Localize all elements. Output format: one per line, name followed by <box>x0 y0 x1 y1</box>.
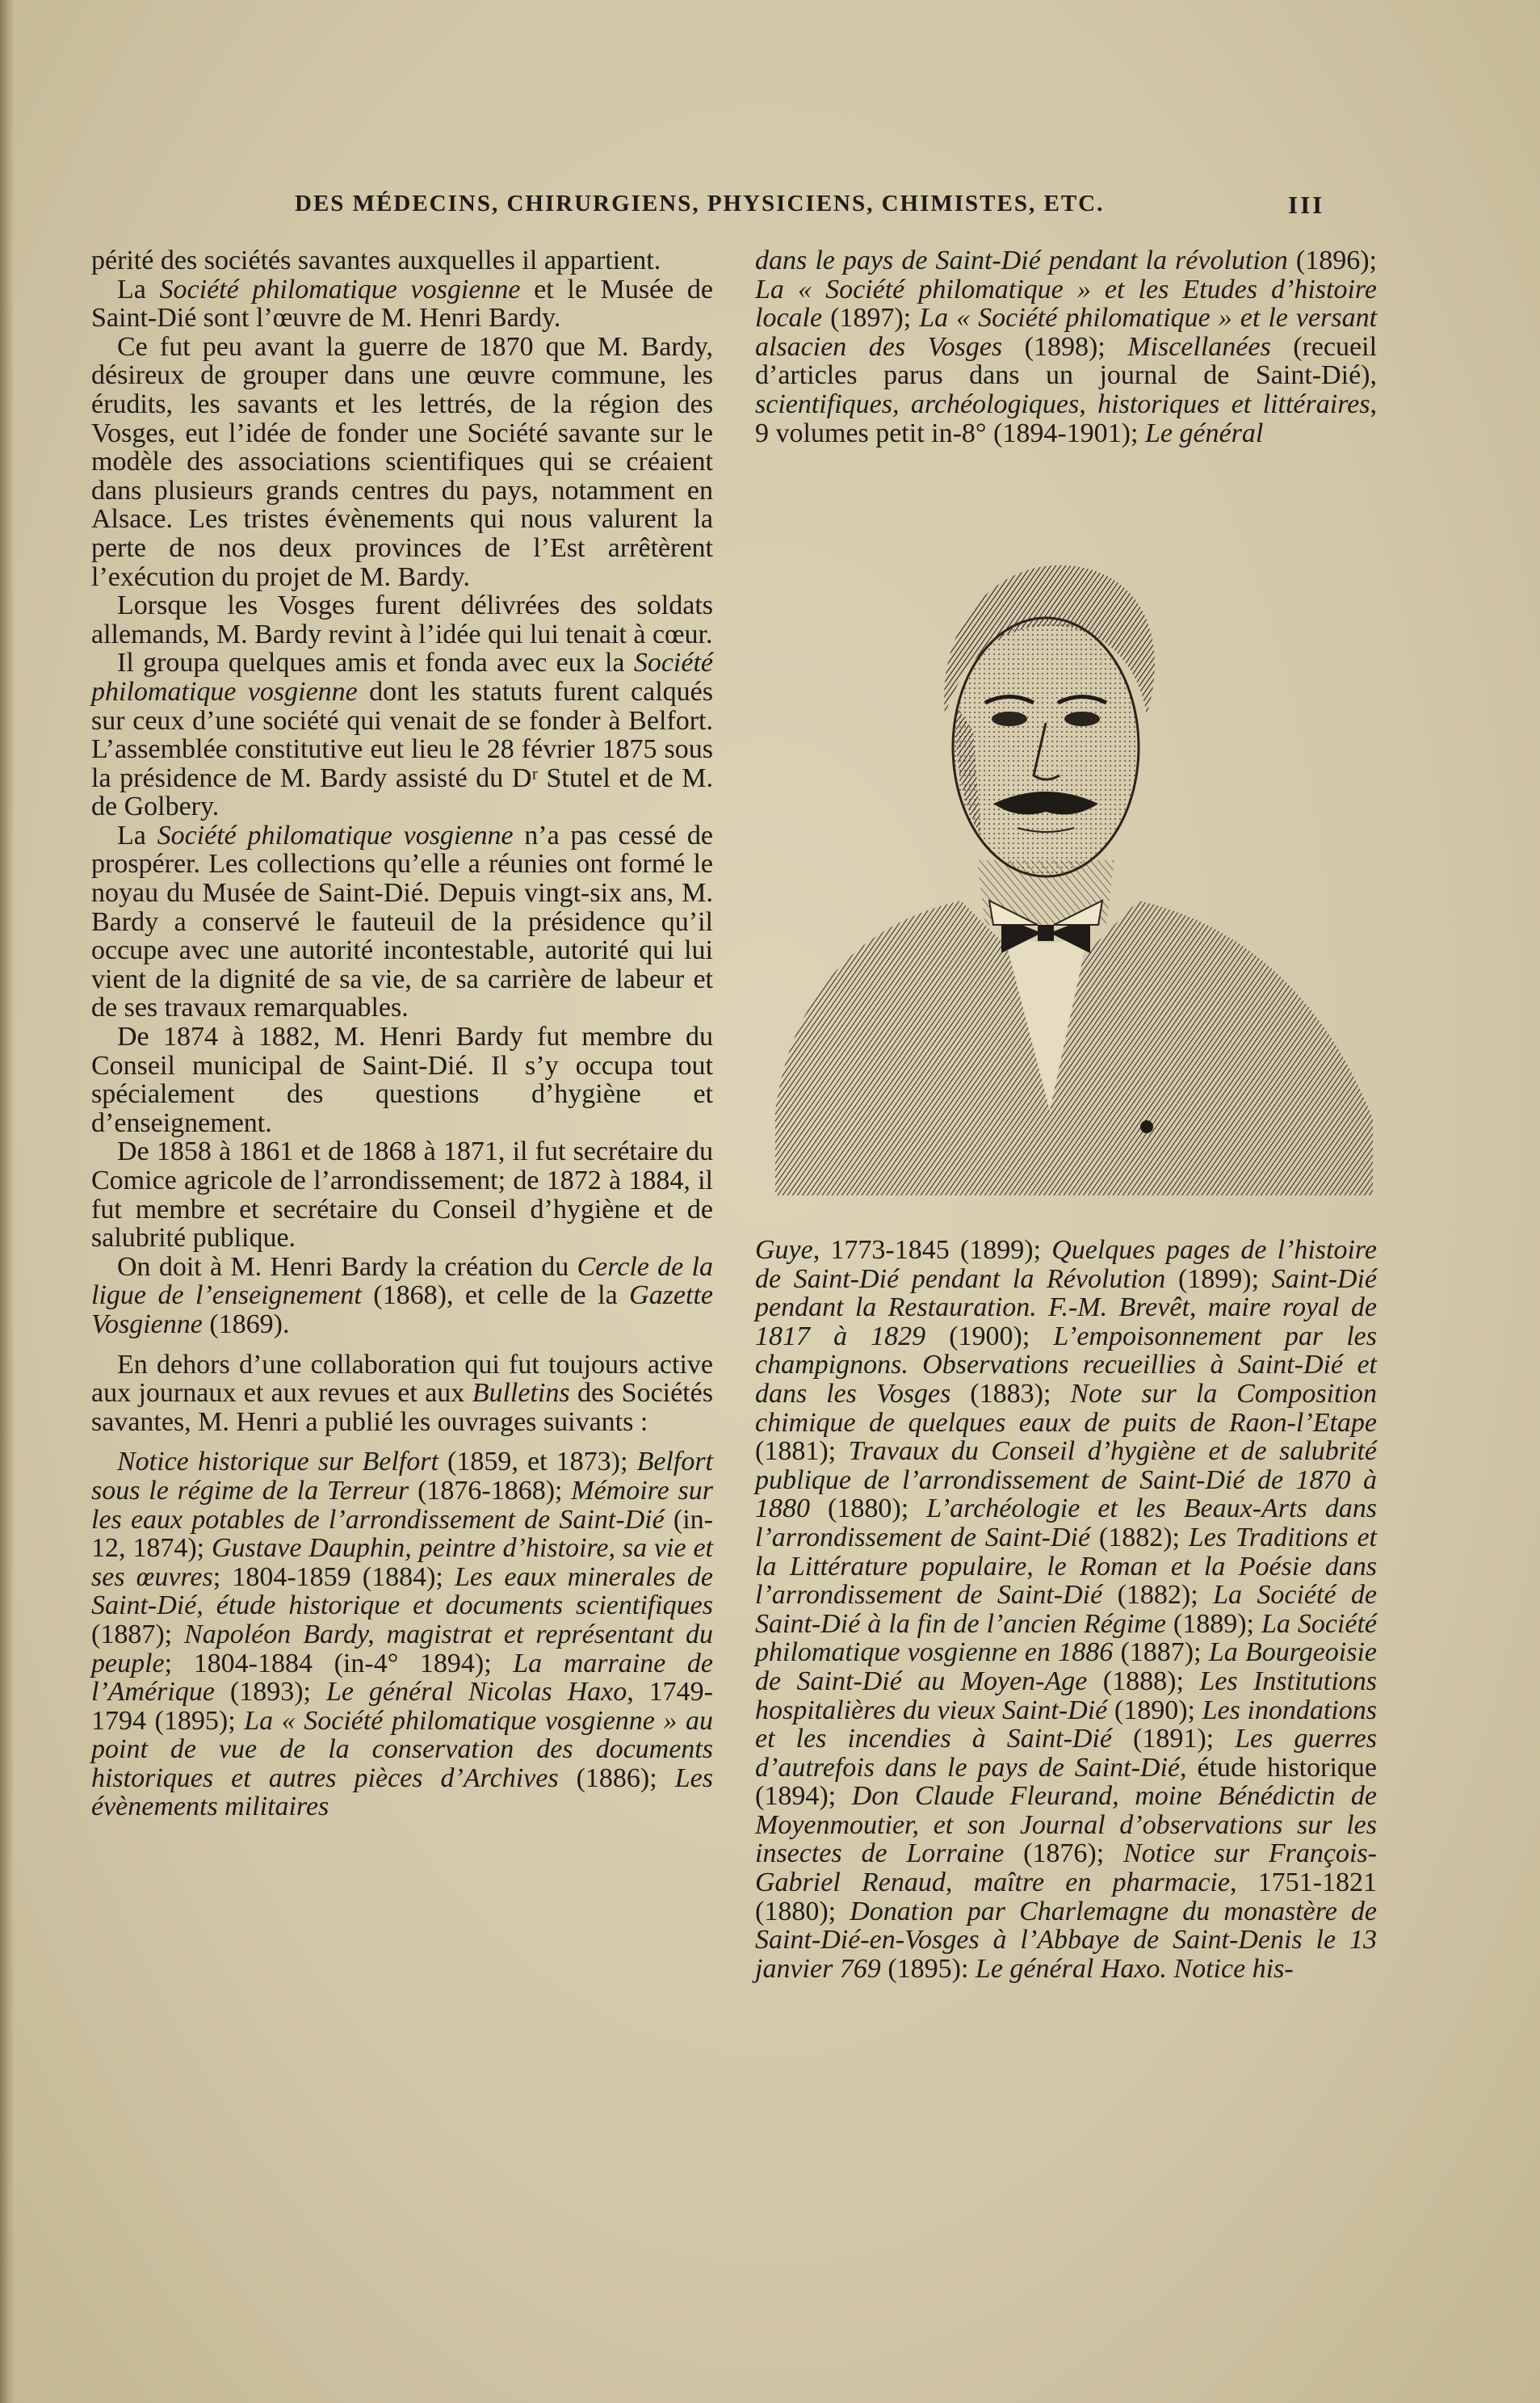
text-run: (1859, et 1873); <box>438 1447 637 1477</box>
text-run: , étude historique (1894); <box>755 1752 1377 1812</box>
text-run: (1899); <box>1165 1263 1272 1294</box>
paragraph <box>91 1023 713 1137</box>
paragraph <box>91 649 713 821</box>
text-run: (1888); <box>1087 1666 1200 1696</box>
text-run: (recueil d’articles parus dans un journal de Saint-Dié), <box>755 331 1378 391</box>
text-run: , 1751-1821 (1880); <box>755 1867 1377 1926</box>
portrait-engraving <box>759 545 1381 1195</box>
text-run: (1895): <box>880 1953 976 1984</box>
text-run: ; 1804-1859 (1884); <box>212 1561 455 1592</box>
text-run: (1876-1868); <box>409 1475 572 1506</box>
italic-run: Les inondations et les incendies à Saint-Dié <box>755 1695 1377 1754</box>
text-run: (1893); <box>214 1677 326 1708</box>
text-run: (1889); <box>1165 1608 1261 1639</box>
text-run: En dehors d’une collaboration qui fut toujours active aux journaux et aux revues et aux <box>91 1349 713 1409</box>
right-column-top-text <box>755 246 1377 489</box>
italic-run: La « Société philomatique vosgienne » au point de vue de la conservation des documents historiques et autres pièces d’Archives <box>91 1705 713 1793</box>
italic-run: dans le pays de Saint-Dié pendant la révolution <box>755 246 1288 275</box>
italic-run: Donation par Charlemagne du monastère de Saint-Dié-en-Vosges à l’Abbaye de Saint-Denis le 13 janvier 769 <box>755 1896 1377 1984</box>
italic-run: Les Institutions hospitalières du vieux Saint-Dié <box>755 1666 1378 1725</box>
portrait-image <box>759 545 1381 1195</box>
text-run: ; 1804-1884 (in-4° 1894); <box>164 1648 514 1678</box>
text-run: (1887); <box>91 1619 185 1649</box>
text-run: (1896); <box>1287 246 1377 275</box>
text-run: (1886); <box>558 1762 675 1793</box>
text-run: des Sociétés savantes, M. Henri a publié les ouvrages suivants : <box>91 1378 713 1437</box>
paragraph <box>91 591 713 649</box>
text-run: Ce fut peu avant la guerre de 1870 que M. Bardy, désireux de grouper dans une œuvre commune, les érudits, les savants et les lettrés, de la région des Vosges, eut l’idée de fonder une Société savante sur le modèle des associations scientifiques qui se créaient dans plusieurs grands centres du pays, notamment en Alsace. Les tristes évènements qui nous valurent la perte de nos deux provinces de l’Est arrêtèrent l’exécution du projet de M. Bardy. <box>91 331 713 592</box>
italic-run: Gustave Dauphin, peintre d’histoire, sa vie et ses œuvres <box>91 1533 713 1592</box>
text-run: La <box>117 820 157 851</box>
left-column-text <box>91 246 713 2128</box>
paragraph <box>91 275 713 333</box>
page-number: III <box>1288 191 1325 219</box>
italic-run: Les évènements militaires <box>91 1762 713 1822</box>
italic-run: Société philomatique vosgienne <box>157 820 514 851</box>
page-edge <box>0 0 15 2403</box>
text-run: , 9 volumes petit in-8° (1894-1901); <box>755 389 1377 448</box>
italic-run: Gazette Vosgienne <box>91 1280 713 1339</box>
italic-run: Notice sur François-Gabriel Renaud, maître en pharmacie <box>755 1838 1377 1898</box>
italic-run: Le général Haxo. Notice his- <box>975 1953 1294 1984</box>
text-run: , 1773-1845 (1899); <box>812 1235 1052 1265</box>
italic-run: L’empoisonnement par les champignons. Observations recueillies à Saint-Dié et dans les Vosges <box>755 1321 1377 1409</box>
text-run: (1880); <box>810 1493 927 1524</box>
paragraph <box>755 1236 1377 1983</box>
text-run: De 1874 à 1882, M. Henri Bardy fut membre du Conseil municipal de Saint-Dié. Il s’y occupa tout spécialement des questions d’hygiène et d’enseignement. <box>91 1022 713 1138</box>
italic-run: La Bourgeoisie de Saint-Dié au Moyen-Age <box>755 1637 1378 1696</box>
paragraph <box>91 333 713 591</box>
italic-run: La Société philomatique vosgienne en 1886 <box>755 1608 1377 1668</box>
paragraph <box>91 821 713 1023</box>
text-run: De 1858 à 1861 et de 1868 à 1871, il fut secrétaire du Comice agricole de l’arrondissement; de 1872 à 1884, il fut membre et secrétaire du Conseil d’hygiène et de salubrité publique. <box>91 1136 713 1254</box>
text-run: (1882); <box>1090 1522 1189 1552</box>
italic-run: Les Traditions et la Littérature populaire, le Roman et la Poésie dans l’arrondissement de Saint-Dié <box>755 1522 1377 1611</box>
text-run: Il groupa quelques amis et fonda avec eux la <box>117 648 634 678</box>
text-run: et le Musée de Saint-Dié sont l’œuvre de M. Henri Bardy. <box>91 274 714 334</box>
paragraph <box>91 246 713 275</box>
text-run: (1876); <box>1004 1838 1124 1869</box>
text-run: On doit à M. Henri Bardy la création du <box>117 1251 577 1282</box>
italic-run: Napoléon Bardy, magistrat et représentant du peuple <box>91 1619 713 1678</box>
text-run: (1881); <box>755 1436 849 1467</box>
text-run: (1891); <box>1112 1724 1236 1754</box>
italic-run: Guye <box>755 1235 813 1265</box>
running-head-title: DES MÉDECINS, CHIRURGIENS, PHYSICIENS, CHIMISTES, ETC. <box>295 191 1105 216</box>
italic-run: Cercle de la ligue de l’enseignement <box>91 1251 714 1311</box>
italic-run: Don Claude Fleurand, moine Bénédictin de Moyenmoutier, et son Journal d’observations sur les insectes de Lorraine <box>755 1781 1377 1869</box>
italic-run: Société philomatique vosgienne <box>91 648 713 707</box>
right-column-bottom-text <box>755 1236 1377 2132</box>
text-run: (1898); <box>1002 331 1128 362</box>
italic-run: Belfort sous le régime de la Terreur <box>91 1447 713 1506</box>
running-head <box>93 191 1385 223</box>
text-run: , 1749-1794 (1895); <box>91 1677 713 1736</box>
text-run: (1897); <box>822 303 920 334</box>
paragraph <box>91 1137 713 1252</box>
text-run: (1887); <box>1113 1637 1209 1668</box>
italic-run: Le général <box>1144 418 1264 448</box>
text-run: dont les statuts furent calqués sur ceux d’une société qui venait de se fonder à Belfort. L’assemblée constitutive eut lieu le 28 février 1875 sous la présidence de M. Bardy assisté du Dʳ Stutel et de M. de Golbery. <box>91 676 713 822</box>
italic-run: Notice historique sur Belfort <box>117 1447 439 1477</box>
text-run: (1900); <box>925 1321 1054 1351</box>
text-run: (1882); <box>1102 1580 1214 1611</box>
italic-run: Bulletins <box>472 1378 570 1409</box>
text-run: (1883); <box>950 1378 1071 1409</box>
italic-run: La marraine de l’Amérique <box>91 1648 713 1708</box>
paragraph <box>755 246 1377 447</box>
paragraph <box>91 1253 713 1339</box>
italic-run: La « Société philomatique » et les Etudes d’histoire locale <box>755 274 1377 334</box>
italic-run: Société philomatique vosgienne <box>159 274 521 305</box>
italic-run: Les eaux minerales de Saint-Dié, étude historique et documents scientifiques <box>91 1561 713 1621</box>
italic-run: Travaux du Conseil d’hygiène et de salubrité publique de l’arrondissement de Saint-Dié de 1870 à 1880 <box>755 1436 1378 1524</box>
paragraph <box>91 1447 713 1821</box>
text-run: n’a pas cessé de prospérer. Les collections qu’elle a réunies ont formé le noyau du Musée de Saint-Dié. Depuis vingt-six ans, M. Bardy a conservé le fauteuil de la présidence qu’il occupe avec une autorité incontestable, autorité qui lui vient de la dignité de sa vie, de sa carrière de labeur et de ses travaux remarquables. <box>91 820 713 1023</box>
italic-run: Les guerres d’autrefois dans le pays de Saint-Dié <box>755 1724 1377 1783</box>
italic-run: Le général Nicolas Haxo <box>325 1677 627 1708</box>
italic-run: Miscellanées <box>1127 331 1271 362</box>
text-run: (1868), et celle de la <box>361 1280 630 1311</box>
italic-run: Quelques pages de l’histoire de Saint-Dié pendant la Révolution <box>755 1235 1377 1294</box>
text-run: La <box>117 274 160 305</box>
italic-run: La « Société philomatique » et le versant alsacien des Vosges <box>755 303 1378 362</box>
text-run: (1890); <box>1107 1695 1202 1725</box>
text-run: périté des sociétés savantes auxquelles il appartient. <box>91 246 661 275</box>
text-run: (in-12, 1874); <box>91 1504 713 1564</box>
text-run: Lorsque les Vosges furent délivrées des soldats allemands, M. Bardy revint à l’idée qui lui tenait à cœur. <box>91 590 713 649</box>
italic-run: scientifiques, archéologiques, historiques et littéraires <box>755 389 1370 419</box>
paragraph <box>91 1351 713 1437</box>
italic-run: Mémoire sur les eaux potables de l’arrondissement de Saint-Dié <box>91 1475 713 1535</box>
italic-run: Note sur la Composition chimique de quelques eaux de puits de Raon-l’Etape <box>755 1378 1377 1438</box>
text-run: (1869). <box>202 1309 290 1339</box>
italic-run: Saint-Dié pendant la Restauration. F.-M. Brevêt, maire royal de 1817 à 1829 <box>755 1263 1378 1351</box>
italic-run: La Société de Saint-Dié à la fin de l’ancien Régime <box>755 1580 1377 1639</box>
italic-run: L’archéologie et les Beaux-Arts dans l’arrondissement de Saint-Dié <box>755 1493 1378 1552</box>
